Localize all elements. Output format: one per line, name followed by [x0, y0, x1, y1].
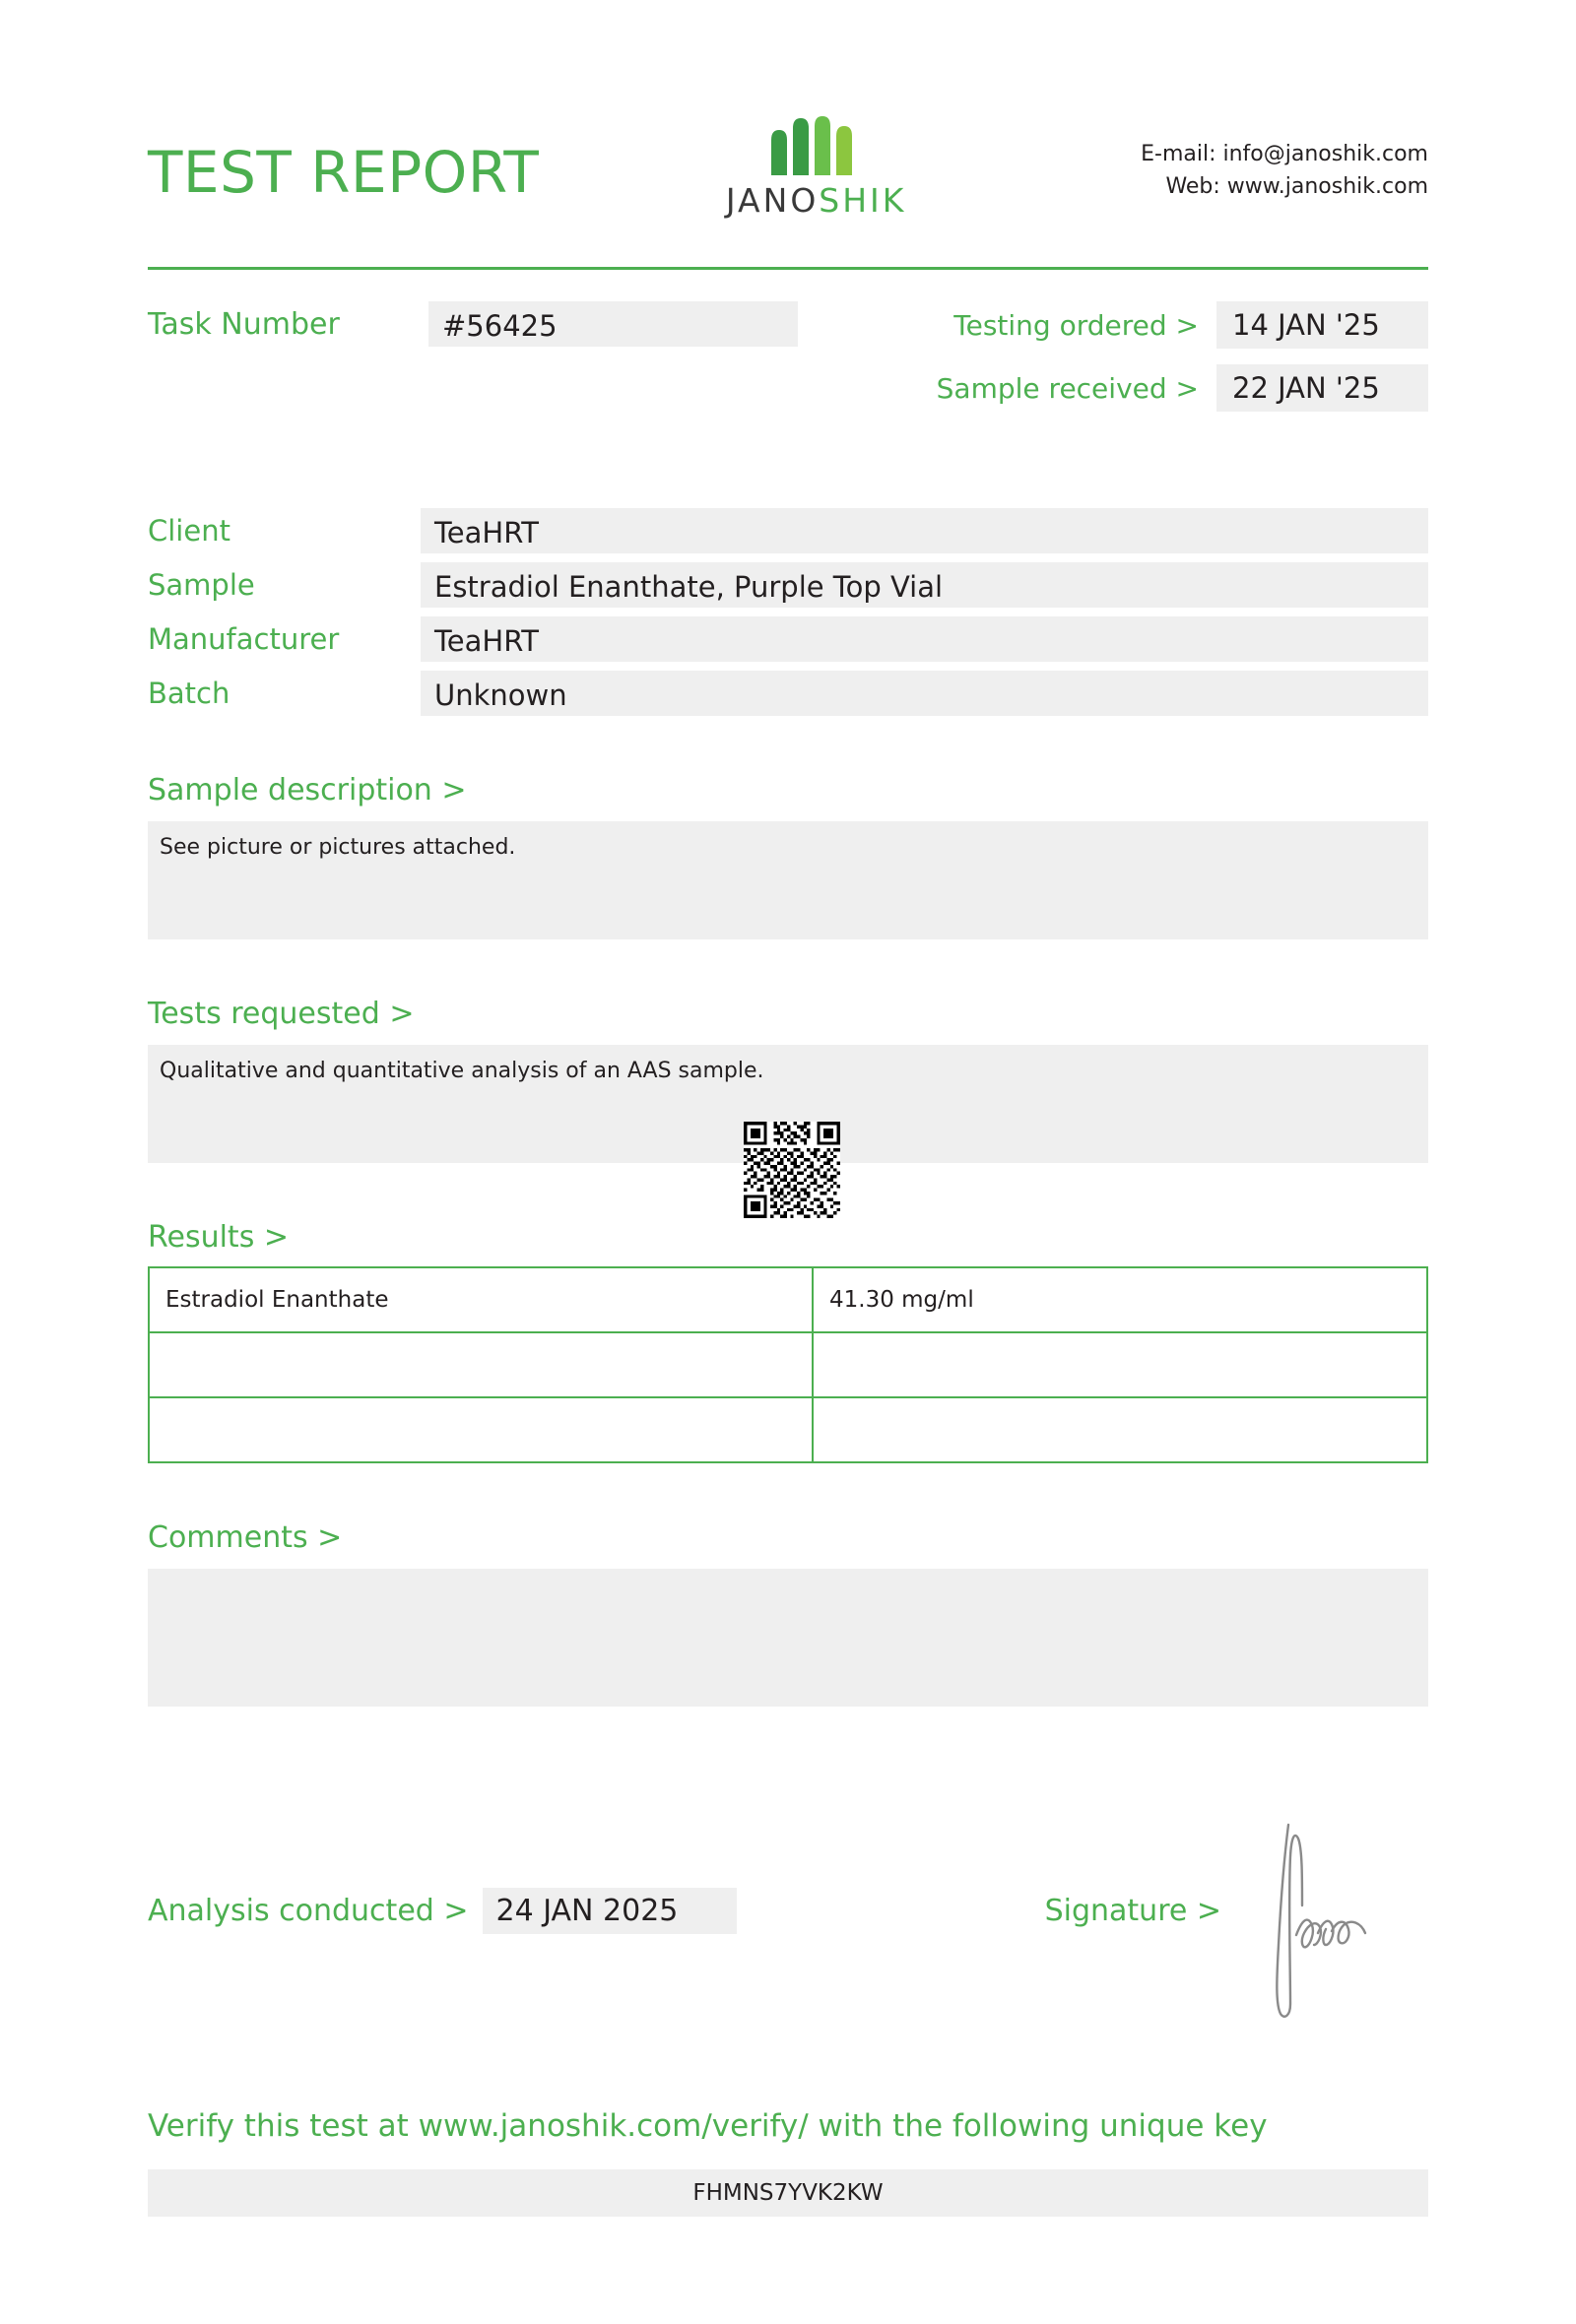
- manufacturer-value: TeaHRT: [421, 616, 1428, 662]
- tests-requested-title: Tests requested >: [148, 997, 415, 1031]
- sample-value: Estradiol Enanthate, Purple Top Vial: [421, 562, 1428, 608]
- result-value: 41.30 mg/ml: [813, 1267, 1427, 1332]
- table-row: [149, 1332, 1427, 1397]
- signature-group: [1045, 1797, 1369, 2024]
- logo-wordmark: [654, 181, 979, 220]
- qr-code-icon: [739, 1122, 845, 1218]
- sample-info-table: [148, 508, 1428, 716]
- sample-received-label: Sample received >: [936, 371, 1199, 405]
- contact-info: [1074, 138, 1428, 203]
- manufacturer-label: Manufacturer: [148, 622, 340, 656]
- testing-ordered-value: 14 JAN '25: [1216, 301, 1428, 349]
- tests-requested-text: Qualitative and quantitative analysis of an AAS sample.: [148, 1045, 1428, 1163]
- analysis-conducted-group: [148, 1888, 737, 1934]
- result-name: Estradiol Enanthate: [149, 1267, 813, 1332]
- table-row: [149, 1397, 1427, 1462]
- info-row: [148, 508, 1428, 553]
- header-divider: [148, 267, 1428, 270]
- testing-ordered-label: Testing ordered >: [953, 308, 1199, 342]
- info-row: [148, 616, 1428, 662]
- signature-icon: [1251, 1817, 1369, 2024]
- verify-text: Verify this test at www.janoshik.com/verify/ with the following unique key: [148, 2108, 1268, 2144]
- comments-title: Comments >: [148, 1520, 343, 1555]
- janoshik-logo: [654, 116, 979, 220]
- report-header: [148, 0, 1428, 239]
- logo-word-shik: SHIK: [819, 181, 907, 220]
- analysis-conducted-date: 24 JAN 2025: [483, 1888, 737, 1934]
- info-row: [148, 671, 1428, 716]
- logo-mark-icon: [757, 116, 876, 177]
- comments-text: [148, 1569, 1428, 1707]
- page-title: TEST REPORT: [148, 139, 540, 206]
- results-header: [148, 1163, 1428, 1260]
- info-row: [148, 562, 1428, 608]
- sample-description-title: Sample description >: [148, 773, 467, 807]
- client-label: Client: [148, 514, 230, 548]
- signature-label: Signature >: [1044, 1893, 1221, 1928]
- task-number-value: #56425: [428, 301, 798, 347]
- task-number-label: Task Number: [148, 306, 340, 342]
- result-value: [813, 1397, 1427, 1462]
- results-title: Results >: [148, 1220, 289, 1255]
- sample-received-row: [937, 364, 1428, 412]
- result-name: [149, 1332, 813, 1397]
- date-group: [937, 301, 1428, 427]
- client-value: TeaHRT: [421, 508, 1428, 553]
- task-number-group: [148, 301, 798, 347]
- batch-label: Batch: [148, 677, 230, 710]
- batch-value: Unknown: [421, 671, 1428, 716]
- sample-label: Sample: [148, 568, 255, 602]
- unique-key: FHMNS7YVK2KW: [148, 2169, 1428, 2217]
- task-row: [148, 301, 1428, 427]
- contact-email: E-mail: info@janoshik.com: [1141, 142, 1428, 166]
- logo-word-jano: JANO: [725, 181, 820, 220]
- results-table: [148, 1266, 1428, 1463]
- analysis-row: [148, 1797, 1428, 2024]
- result-name: [149, 1397, 813, 1462]
- table-row: [149, 1267, 1427, 1332]
- result-value: [813, 1332, 1427, 1397]
- sample-received-value: 22 JAN '25: [1216, 364, 1428, 412]
- testing-ordered-row: [937, 301, 1428, 349]
- contact-web: Web: www.janoshik.com: [1165, 174, 1428, 199]
- sample-description-text: See picture or pictures attached.: [148, 821, 1428, 939]
- analysis-conducted-label: Analysis conducted >: [148, 1893, 469, 1928]
